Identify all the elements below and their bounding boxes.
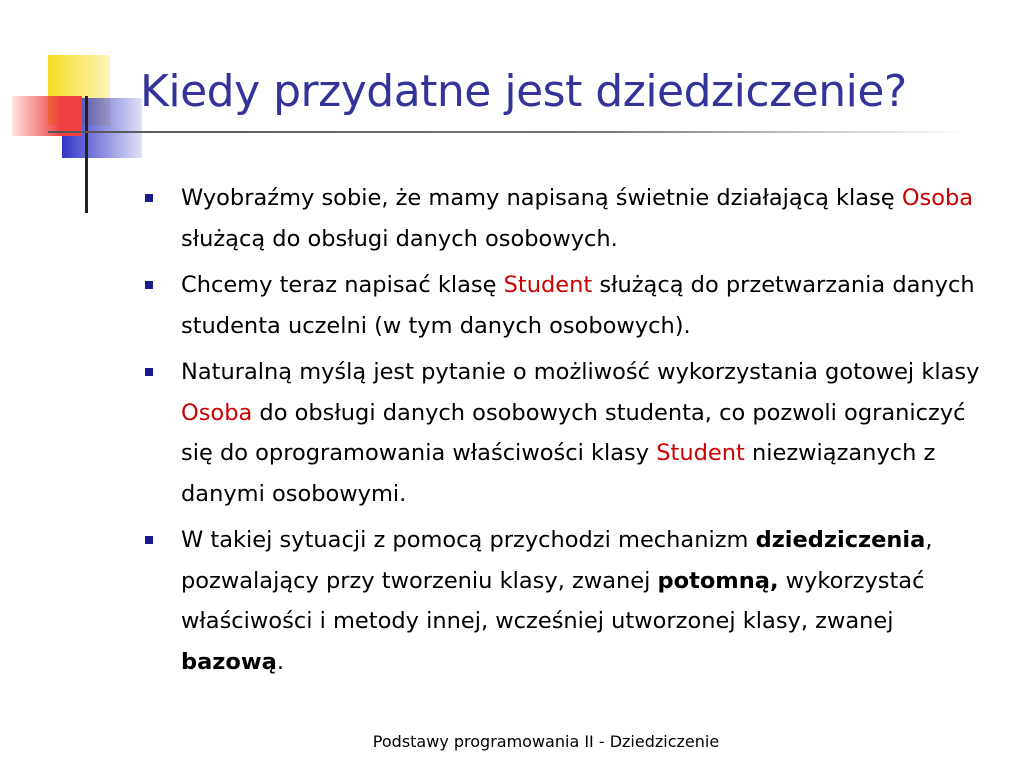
deco-vertical-line	[85, 96, 88, 213]
bullet-text: służącą do przetwarzania danych studenta uczelni (w tym danych osobowych).	[181, 272, 975, 339]
deco-red-block	[12, 96, 82, 136]
emphasized-term: bazową	[181, 648, 277, 675]
bullet-text: niezwiązanych z danymi osobowymi.	[181, 440, 936, 507]
class-name-highlight: Student	[503, 272, 593, 298]
bullet-item	[145, 178, 995, 259]
bullet-item	[145, 520, 995, 682]
bullet-text: W takiej sytuacji z pomocą przychodzi mechanizm	[181, 527, 756, 553]
square-bullet-icon	[145, 368, 153, 376]
bullet-item	[145, 265, 995, 346]
bullet-text: Chcemy teraz napisać klasę	[181, 272, 504, 298]
bullet-text: do obsługi danych osobowych studenta, co pozwoli ograniczyć się do oprogramowania właściwości klasy	[181, 399, 966, 466]
slide-footer	[0, 732, 1024, 751]
class-name-highlight: Osoba	[181, 399, 253, 426]
bullet-text: .	[276, 648, 284, 675]
bullet-text: Wyobraźmy sobie, że mamy napisaną świetnie działającą klasę	[181, 185, 902, 211]
class-name-highlight: Osoba	[901, 185, 974, 211]
square-bullet-icon	[145, 194, 153, 202]
footer-text: Podstawy programowania II - Dziedziczenie	[372, 732, 720, 751]
corner-decoration-logo	[0, 0, 150, 220]
bullet-text: , pozwalający przy tworzeniu klasy, zwanej	[181, 527, 933, 594]
slide-title: Kiedy przydatne jest dziedziczenie?	[140, 66, 907, 117]
square-bullet-icon	[145, 281, 153, 289]
square-bullet-icon	[145, 536, 153, 544]
bullet-text: wykorzystać właściwości i metody innej, wcześniej utworzonej klasy, zwanej	[181, 567, 925, 634]
bullet-text: służącą do obsługi danych osobowych.	[181, 225, 618, 252]
emphasized-term: dziedziczenia	[755, 527, 926, 553]
bullet-list	[145, 178, 995, 688]
emphasized-term: potomną,	[657, 567, 779, 594]
title-underline	[48, 131, 968, 133]
bullet-text: Naturalną myślą jest pytanie o możliwość wykorzystania gotowej klasy	[181, 359, 980, 385]
bullet-item	[145, 352, 995, 514]
class-name-highlight: Student	[656, 440, 745, 466]
